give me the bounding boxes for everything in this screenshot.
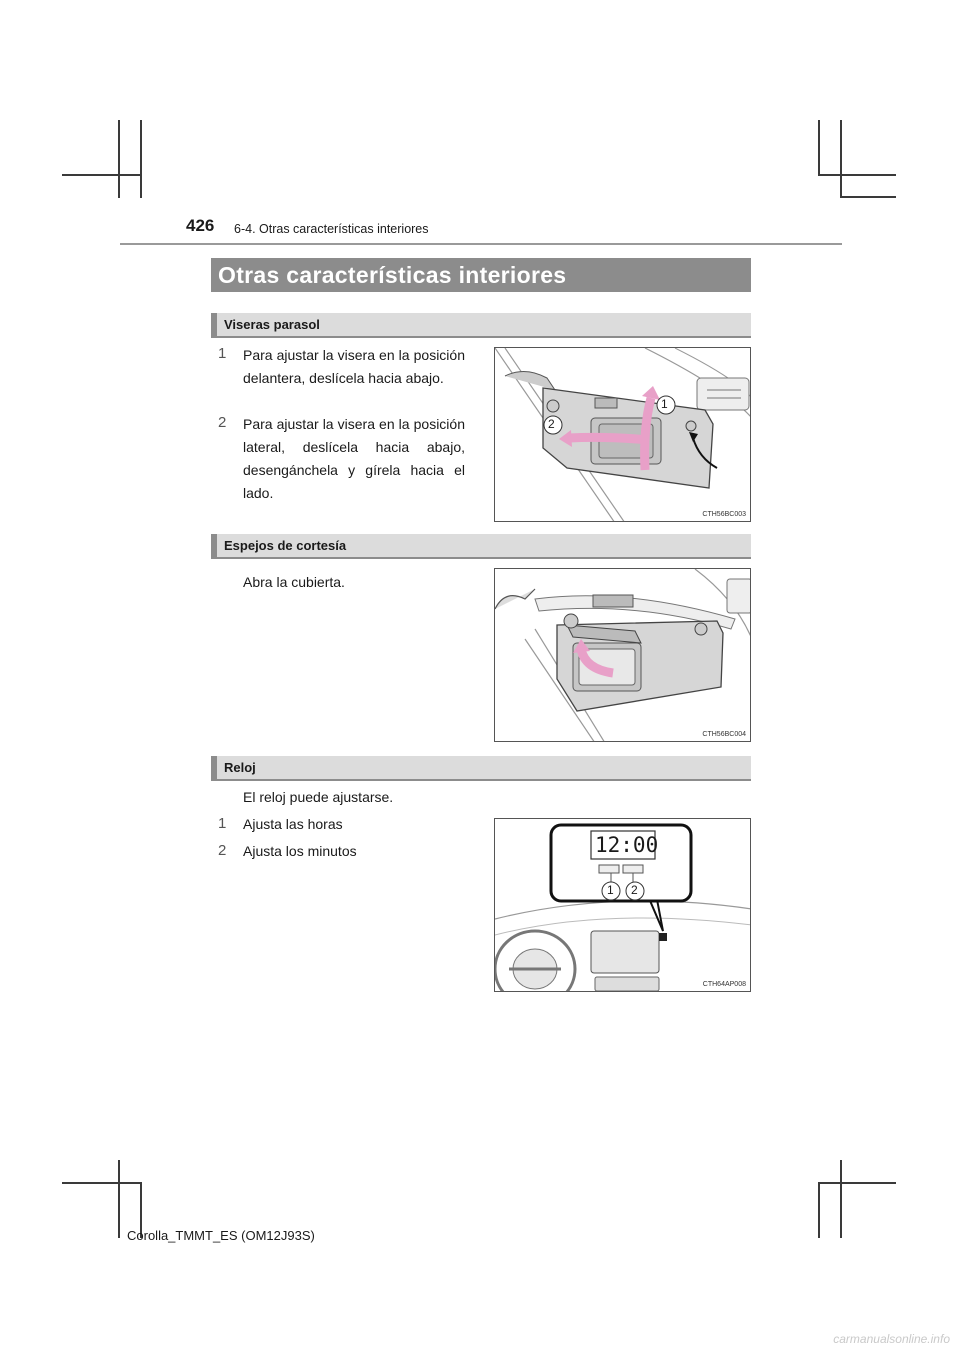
step-number-icon: 2 xyxy=(218,842,227,859)
crop-mark xyxy=(118,120,120,198)
step-text: Ajusta las horas xyxy=(243,816,343,832)
crop-mark xyxy=(118,1160,120,1238)
chapter-title: 6-4. Otras características interiores xyxy=(234,222,429,236)
header-rule xyxy=(120,243,842,245)
step-number-icon: 1 xyxy=(218,815,227,832)
section-heading-text: Reloj xyxy=(224,760,256,775)
clock-display: 12:00 xyxy=(595,833,659,857)
crop-mark xyxy=(840,1160,842,1238)
instruction-text: Abra la cubierta. xyxy=(243,574,345,590)
section-heading-text: Espejos de cortesía xyxy=(224,538,347,553)
clock-illustration xyxy=(494,818,751,992)
crop-mark xyxy=(62,1182,142,1184)
figure-code: CTH56BC003 xyxy=(702,511,746,518)
section-heading-viseras xyxy=(211,313,751,338)
page-number: 426 xyxy=(186,216,215,235)
section-heading-reloj xyxy=(211,756,751,781)
crop-mark xyxy=(62,174,142,176)
vanity-mirror-illustration xyxy=(494,568,751,742)
section-heading-text: Viseras parasol xyxy=(224,317,320,332)
footer-doc-id: Corolla_TMMT_ES (OM12J93S) xyxy=(127,1228,315,1243)
sun-visor-illustration xyxy=(494,347,751,522)
step-text: Ajusta los minutos xyxy=(243,843,357,859)
section-marker xyxy=(211,313,217,336)
step-number-icon: 2 xyxy=(218,414,227,431)
crop-mark xyxy=(818,120,820,176)
section-marker xyxy=(211,756,217,779)
instruction-text: El reloj puede ajustarse. xyxy=(243,789,394,805)
callout-1: 1 xyxy=(607,883,614,897)
section-marker xyxy=(211,534,217,557)
crop-mark xyxy=(818,1182,896,1184)
section-heading-espejos xyxy=(211,534,751,559)
callout-2: 2 xyxy=(631,883,638,897)
callout-2: 2 xyxy=(548,417,555,431)
step-text: Para ajustar la visera en la posición delantera, deslícela hacia abajo. xyxy=(243,347,465,386)
crop-mark xyxy=(140,120,142,198)
crop-mark xyxy=(818,174,896,176)
callout-1: 1 xyxy=(661,397,668,411)
crop-mark xyxy=(818,1182,820,1238)
crop-mark xyxy=(840,196,896,198)
page-title: Otras características interiores xyxy=(211,258,751,292)
watermark: carmanualsonline.info xyxy=(833,1332,950,1346)
figure-code: CTH64AP008 xyxy=(702,981,746,988)
figure-code: CTH56BC004 xyxy=(702,731,746,738)
step-number-icon: 1 xyxy=(218,345,227,362)
step-text: Para ajustar la visera en la posición lateral, deslícela hacia abajo, desengánchela y gírela hacia el lado. xyxy=(243,416,465,501)
crop-mark xyxy=(840,120,842,198)
